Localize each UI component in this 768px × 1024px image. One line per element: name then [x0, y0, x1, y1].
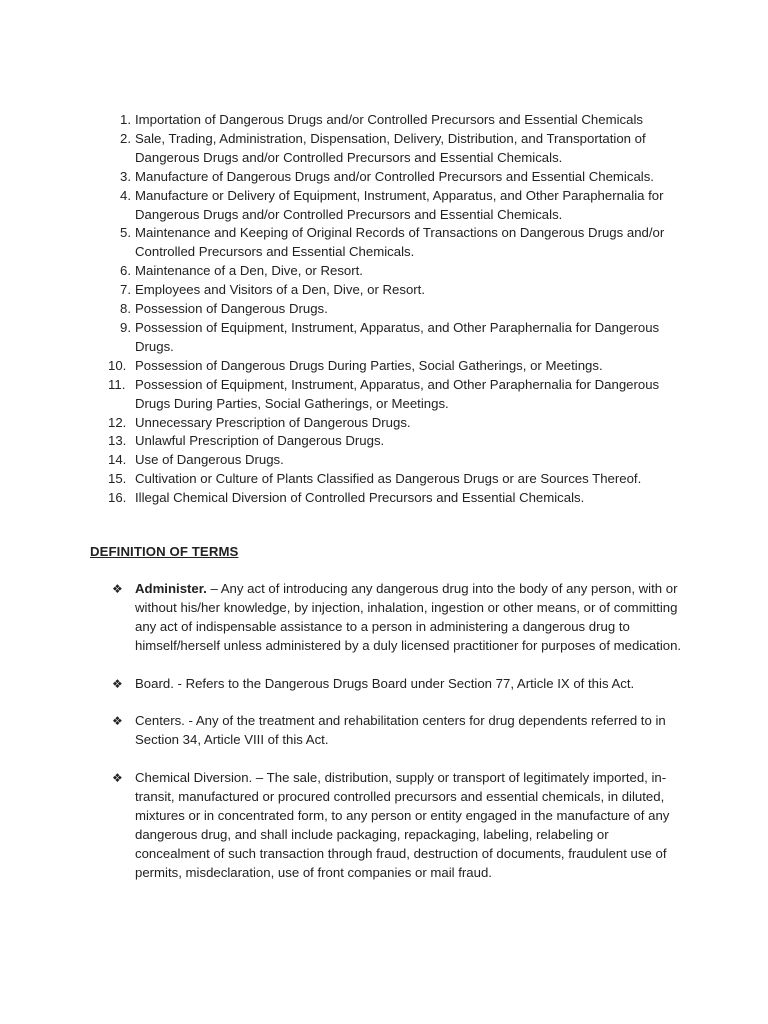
list-item-text: Unnecessary Prescription of Dangerous Drugs. — [135, 414, 411, 430]
definition-item — [112, 580, 687, 656]
definitions-list — [112, 580, 687, 901]
list-item-text: Maintenance of a Den, Dive, or Resort. — [135, 263, 363, 279]
definition-text: Board. - Refers to the Dangerous Drugs Board under Section 77, Article IX of this Act. — [135, 675, 635, 691]
list-item-text: Manufacture of Dangerous Drugs and/or Controlled Precursors and Essential Chemicals. — [135, 168, 654, 184]
definition-text: – Any act of introducing any dangerous drug into the body of any person, with or without his/her knowledge, by injection, inhalation, ingestion or other means, or of committing any act of indispensable assistance to a person in administering a dangerous drug to himself/herself unless administered by a duly licensed practitioner for purposes of medication. — [135, 581, 682, 653]
list-item-text: Maintenance and Keeping of Original Records of Transactions on Dangerous Drugs and/or Controlled Precursors and Essential Chemicals. — [135, 225, 665, 260]
diamond-bullet-icon: ❖ — [112, 714, 123, 729]
list-item-text: Sale, Trading, Administration, Dispensation, Delivery, Distribution, and Transportation of Dangerous Drugs and/or Controlled Precursors and Essential Chemicals. — [135, 130, 646, 165]
list-item — [108, 111, 688, 130]
list-item-text: Employees and Visitors of a Den, Dive, or Resort. — [135, 282, 426, 298]
definition-item — [112, 769, 687, 882]
list-item-number: 16. — [108, 490, 127, 506]
list-item — [108, 489, 688, 508]
list-item-number: 9. — [120, 319, 131, 335]
definition-text: Centers. - Any of the treatment and rehabilitation centers for drug dependents referred to in Section 34, Article VIII of this Act. — [135, 713, 666, 748]
list-item-text: Importation of Dangerous Drugs and/or Controlled Precursors and Essential Chemicals — [135, 112, 643, 127]
list-item-text: Possession of Dangerous Drugs During Parties, Social Gatherings, or Meetings. — [135, 357, 603, 373]
list-item-number: 2. — [120, 130, 131, 146]
diamond-bullet-icon: ❖ — [112, 771, 123, 786]
diamond-bullet-icon: ❖ — [112, 582, 123, 596]
violations-list — [108, 111, 688, 508]
definition-item — [112, 712, 687, 750]
list-item-number: 13. — [108, 433, 127, 449]
list-item-number: 1. — [120, 112, 131, 127]
definition-term: Administer. — [135, 581, 207, 596]
list-item-text: Unlawful Prescription of Dangerous Drugs. — [135, 433, 385, 449]
diamond-bullet-icon: ❖ — [112, 676, 123, 691]
list-item — [108, 414, 688, 433]
definition-text: Chemical Diversion. – The sale, distribution, supply or transport of legitimately imported, in-transit, manufactured or procured controlled precursors and essential chemicals, in diluted, mixtures or in concentrated form, to any person or entity engaged in the manufacture of any dangerous drug, and shall include packaging, repackaging, labeling, relabeling or concealment of such transaction through fraud, destruction of documents, fraudulent use of permits, misdeclaration, use of front companies or mail fraud. — [135, 770, 670, 880]
list-item-number: 5. — [120, 225, 131, 241]
list-item-number: 7. — [120, 282, 131, 298]
list-item — [108, 281, 688, 300]
list-item — [108, 432, 688, 451]
list-item — [108, 319, 688, 357]
list-item — [108, 470, 688, 489]
list-item-text: Possession of Dangerous Drugs. — [135, 301, 328, 317]
list-item-text: Possession of Equipment, Instrument, Apparatus, and Other Paraphernalia for Dangerous Drugs. — [135, 319, 660, 354]
list-item-number: 15. — [108, 471, 127, 487]
list-item-number: 14. — [108, 452, 127, 468]
list-item-number: 12. — [108, 414, 127, 430]
section-heading: DEFINITION OF TERMS — [90, 544, 239, 559]
list-item-number: 4. — [120, 187, 131, 203]
definition-item — [112, 675, 687, 694]
list-item — [108, 376, 688, 414]
list-item — [108, 168, 688, 187]
list-item-text: Possession of Equipment, Instrument, Apparatus, and Other Paraphernalia for Dangerous Drugs During Parties, Social Gatherings, or Meetings. — [135, 376, 660, 411]
list-item-text: Manufacture or Delivery of Equipment, Instrument, Apparatus, and Other Paraphernalia for Dangerous Drugs and/or Controlled Precursors and Essential Chemicals. — [135, 187, 664, 222]
list-item — [108, 130, 688, 168]
list-item — [108, 300, 688, 319]
list-item — [108, 262, 688, 281]
list-item-number: 3. — [120, 168, 131, 184]
list-item-text: Illegal Chemical Diversion of Controlled Precursors and Essential Chemicals. — [135, 490, 585, 506]
list-item-number: 11. — [108, 376, 126, 392]
list-item — [108, 451, 688, 470]
list-item-number: 6. — [120, 263, 131, 279]
list-item-text: Cultivation or Culture of Plants Classified as Dangerous Drugs or are Sources Thereof. — [135, 471, 642, 487]
list-item-number: 10. — [108, 357, 127, 373]
list-item-number: 8. — [120, 301, 131, 317]
list-item-text: Use of Dangerous Drugs. — [135, 452, 284, 468]
list-item — [108, 357, 688, 376]
list-item — [108, 187, 688, 225]
list-item — [108, 224, 688, 262]
